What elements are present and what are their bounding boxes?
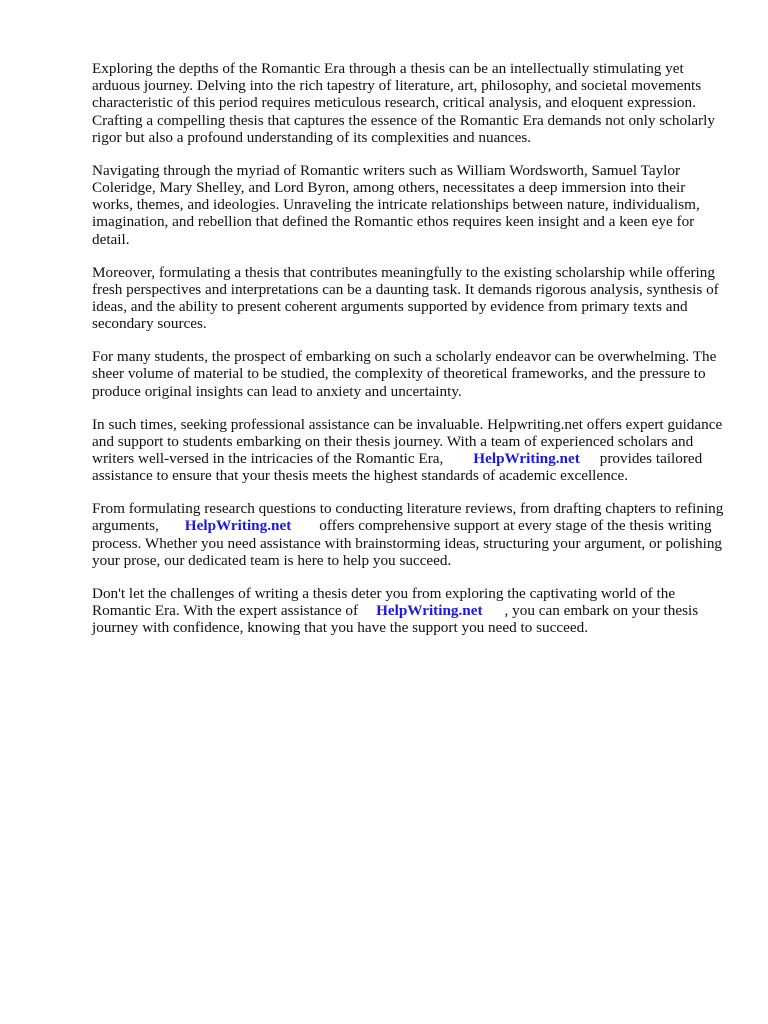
paragraph-text: provides tailored assistance to ensure that your thesis meets the highest standards of academic excellence. bbox=[92, 450, 703, 485]
helpwriting-link[interactable]: HelpWriting.net bbox=[184, 517, 292, 535]
paragraph-professional-assistance bbox=[92, 416, 724, 485]
paragraph-comprehensive-support bbox=[92, 500, 724, 569]
paragraph-intro: Exploring the depths of the Romantic Era through a thesis can be an intellectually stimulating yet arduous journey. Delving into the rich tapestry of literature, art, philosophy, and societal movements characteristic of this period requires meticulous research, critical analysis, and eloquent expression. Crafting a compelling thesis that captures the essence of the Romantic Era demands not only scholarly rigor but also a profound understanding of its complexities and nuances. bbox=[92, 60, 715, 146]
paragraph-formulating-thesis: Moreover, formulating a thesis that contributes meaningfully to the existing scholarship while offering fresh perspectives and interpretations can be a daunting task. It demands rigorous analysis, synthesis of ideas, and the ability to present coherent arguments supported by evidence from primary texts and secondary sources. bbox=[92, 263, 719, 333]
paragraph-text: Don't let the challenges of writing a thesis deter you from exploring the captivating world of the Romantic Era. With the expert assistance of bbox=[92, 584, 676, 620]
helpwriting-link[interactable]: HelpWriting.net bbox=[473, 450, 580, 468]
paragraph-text: From formulating research questions to conducting literature reviews, from drafting chapters to refining arguments, bbox=[92, 500, 724, 535]
paragraph-text: offers comprehensive support at every stage of the thesis writing process. Whether you need assistance with brainstorming ideas, structuring your argument, or polishing your prose, our dedicated team is here to help you succeed. bbox=[92, 517, 723, 569]
helpwriting-link[interactable]: HelpWriting.net bbox=[376, 602, 483, 620]
document-page bbox=[92, 60, 724, 652]
paragraph-students: For many students, the prospect of embarking on such a scholarly endeavor can be overwhelming. The sheer volume of material to be studied, the complexity of theoretical frameworks, and the pressure to produce original insights can lead to anxiety and uncertainty. bbox=[92, 348, 717, 400]
paragraph-text: , you can embark on your thesis journey with confidence, knowing that you have the support you need to succeed. bbox=[92, 602, 699, 637]
paragraph-closing bbox=[92, 585, 724, 637]
paragraph-text: In such times, seeking professional assistance can be invaluable. Helpwriting.net offers expert guidance and support to students embarking on their thesis journey. With a team of experienced scholars and writers well-versed in the intricacies of the Romantic Era, bbox=[92, 415, 723, 468]
paragraph-romantic-writers: Navigating through the myriad of Romantic writers such as William Wordsworth, Samuel Taylor Coleridge, Mary Shelley, and Lord Byron, among others, necessitates a deep immersion into their works, themes, and ideologies. Unraveling the intricate relationships between nature, individualism, imagination, and rebellion that defined the Romantic ethos requires keen insight and a keen eye for detail. bbox=[92, 161, 700, 248]
